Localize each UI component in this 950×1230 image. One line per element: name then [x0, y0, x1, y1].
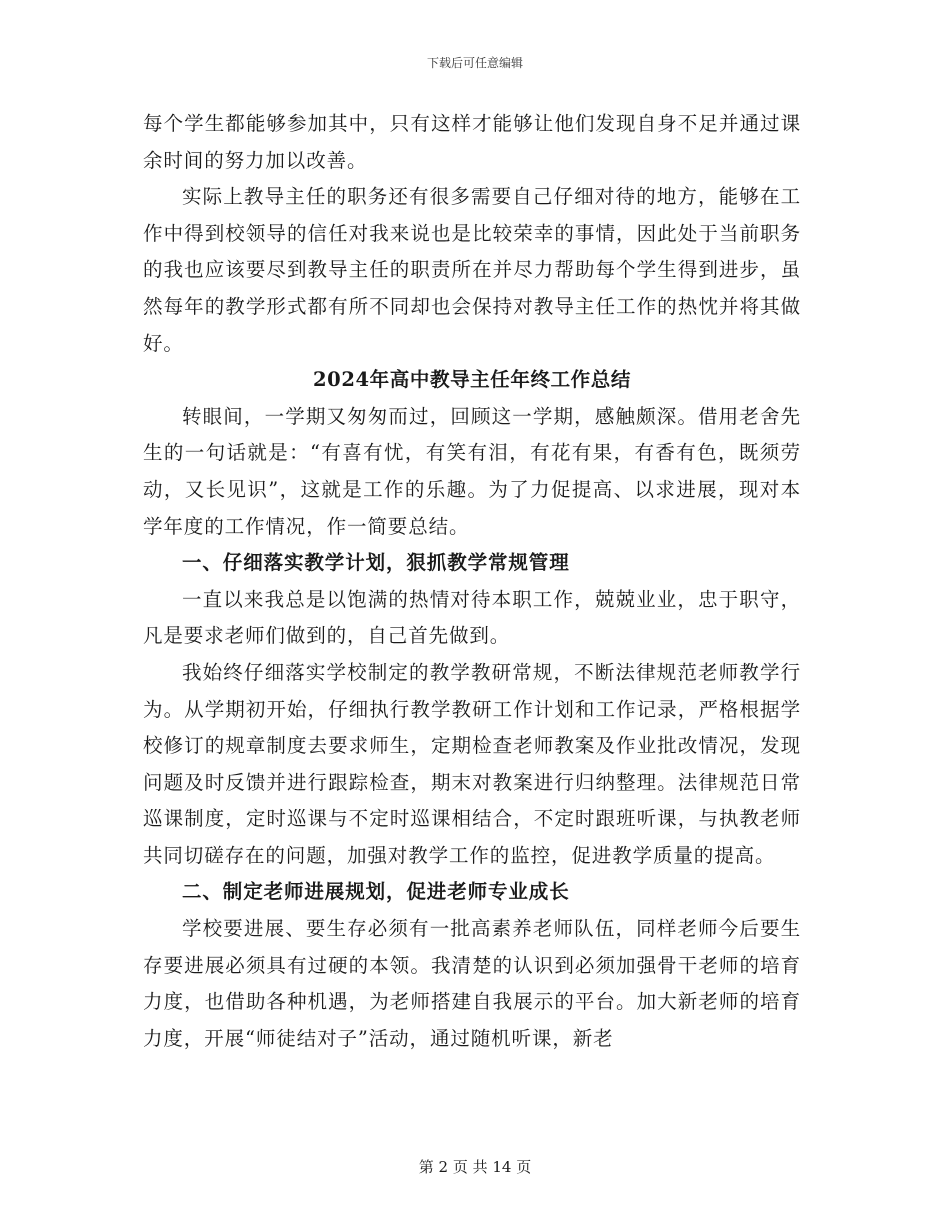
- paragraph: 转眼间，一学期又匆匆而过，回顾这一学期，感触颇深。借用老舍先生的一句话就是：“有喜有忧，有笑有泪，有花有果，有香有色，既须劳动，又长见识”，这就是工作的乐趣。为了力促提高、以求进展，现对本学年度的工作情况，作一简要总结。: [143, 404, 801, 538]
- paragraph: 我始终仔细落实学校制定的教学教研常规，不断法律规范老师教学行为。从学期初开始，仔细执行教学教研工作计划和工作记录，严格根据学校修订的规章制度去要求师生，定期检查老师教案及作业批改情况，发现问题及时反馈并进行跟踪检查，期末对教案进行归纳整理。法律规范日常巡课制度，定时巡课与不定时巡课相结合，不定时跟班听课，与执教老师共同切磋存在的问题，加强对教学工作的监控，促进教学质量的提高。: [143, 660, 801, 867]
- page-header: 下载后可任意编辑: [426, 56, 523, 70]
- paragraph: 一直以来我总是以饱满的热情对待本职工作，兢兢业业，忠于职守，凡是要求老师们做到的，自己首先做到。: [143, 587, 801, 648]
- section-heading: 二、制定老师进展规划，促进老师专业成长: [182, 880, 570, 904]
- document-body: [143, 106, 801, 1057]
- document-title: 2024年高中教导主任年终工作总结: [313, 368, 631, 392]
- page-number: 第 2 页 共 14 页: [418, 1158, 532, 1176]
- paragraph: 实际上教导主任的职务还有很多需要自己仔细对待的地方，能够在工作中得到校领导的信任对我来说也是比较荣幸的事情，因此处于当前职务的我也应该要尽到教导主任的职责所在并尽力帮助每个学生得到进步，虽然每年的教学形式都有所不同却也会保持对教导主任工作的热忱并将其做好。: [143, 185, 801, 355]
- paragraph: 学校要进展、要生存必须有一批高素养老师队伍，同样老师今后要生存要进展必须具有过硬的本领。我清楚的认识到必须加强骨干老师的培育力度，也借助各种机遇，为老师搭建自我展示的平台。加大新老师的培育力度，开展“师徒结对子”活动，通过随机听课，新老: [143, 917, 801, 1050]
- paragraph-continued: 每个学生都能够参加其中，只有这样才能够让他们发现自身不足并通过课余时间的努力加以改善。: [143, 112, 801, 172]
- section-heading: 一、仔细落实教学计划，狠抓教学常规管理: [182, 551, 570, 575]
